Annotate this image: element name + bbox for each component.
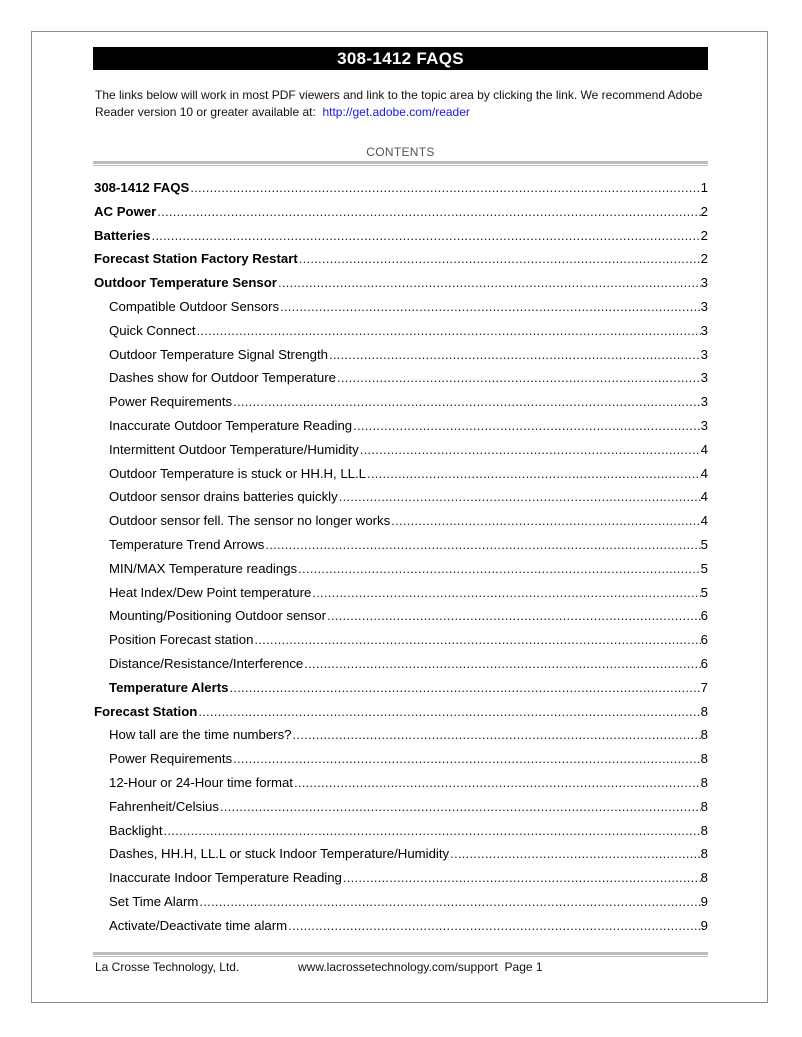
toc-entry[interactable] <box>94 224 708 248</box>
contents-heading: CONTENTS <box>366 145 435 159</box>
toc-entry-title: Quick Connect <box>109 322 196 338</box>
toc-entry[interactable] <box>94 509 708 533</box>
toc-entry-title: Inaccurate Indoor Temperature Reading <box>109 870 342 886</box>
dot-leader <box>219 795 701 819</box>
toc-entry-title: Outdoor Temperature Sensor <box>94 275 277 291</box>
toc-entry-page-number: 1 <box>700 180 708 195</box>
dot-leader <box>156 200 700 224</box>
dot-leader <box>303 652 700 676</box>
adobe-reader-link[interactable]: http://get.adobe.com/reader <box>322 105 470 119</box>
toc-entry[interactable] <box>94 890 708 914</box>
dot-leader <box>150 224 700 248</box>
toc-entry-page-number: 3 <box>700 370 708 386</box>
toc-entry-title: Power Requirements <box>109 394 233 410</box>
dot-leader <box>352 414 701 438</box>
toc-entry-title: Dashes show for Outdoor Temperature <box>109 370 336 386</box>
dot-leader <box>264 533 700 557</box>
toc-entry-page-number: 6 <box>700 655 708 671</box>
toc-entry-page-number: 7 <box>700 679 708 695</box>
dot-leader <box>277 271 701 295</box>
dot-leader <box>196 319 701 343</box>
table-of-contents <box>94 176 708 938</box>
toc-entry[interactable] <box>94 557 708 581</box>
toc-entry-title: Outdoor Temperature is stuck or HH.H, LL.L <box>109 465 367 481</box>
toc-entry[interactable] <box>94 319 708 343</box>
toc-entry-page-number: 6 <box>700 632 708 648</box>
toc-entry-page-number: 8 <box>700 822 708 838</box>
dot-leader <box>198 890 700 914</box>
dot-leader <box>338 485 701 509</box>
toc-entry-page-number: 3 <box>700 275 708 291</box>
dot-leader <box>293 771 701 795</box>
toc-entry[interactable] <box>94 462 708 486</box>
toc-entry[interactable] <box>94 700 708 724</box>
dot-leader <box>449 842 701 866</box>
toc-entry[interactable] <box>94 723 708 747</box>
dot-leader <box>342 866 701 890</box>
toc-entry-title: Intermittent Outdoor Temperature/Humidity <box>109 441 359 457</box>
toc-entry[interactable] <box>94 176 708 200</box>
toc-entry-title: AC Power <box>94 203 157 219</box>
toc-entry-title: Outdoor sensor drains batteries quickly <box>109 489 338 505</box>
toc-entry[interactable] <box>94 842 708 866</box>
toc-entry[interactable] <box>94 295 708 319</box>
toc-entry[interactable] <box>94 604 708 628</box>
toc-entry-page-number: 3 <box>700 394 708 410</box>
toc-entry-page-number: 8 <box>700 703 708 719</box>
toc-entry-page-number: 8 <box>700 774 708 790</box>
toc-entry-title: Backlight <box>109 822 163 838</box>
toc-entry-page-number: 3 <box>700 298 708 314</box>
toc-entry[interactable] <box>94 771 708 795</box>
toc-entry-page-number: 4 <box>700 441 708 457</box>
toc-entry-title: Outdoor Temperature Signal Strength <box>109 346 328 362</box>
toc-entry-title: Batteries <box>94 227 151 243</box>
toc-entry-page-number: 9 <box>700 917 708 933</box>
dot-leader <box>390 509 700 533</box>
intro-text: The links below will work in most PDF viewers and link to the topic area by clicking the link. We recommend Adobe Reader version 10 or greater available at: <box>95 88 703 119</box>
footer-url[interactable]: www.lacrossetechnology.com/support <box>298 960 498 974</box>
toc-entry-title: 12-Hour or 24-Hour time format <box>109 774 293 790</box>
toc-entry[interactable] <box>94 390 708 414</box>
toc-entry[interactable] <box>94 343 708 367</box>
toc-entry-page-number: 8 <box>700 727 708 743</box>
toc-entry-page-number: 4 <box>700 489 708 505</box>
dot-leader <box>366 462 701 486</box>
dot-leader <box>326 604 701 628</box>
page-footer <box>95 960 543 974</box>
toc-entry[interactable] <box>94 200 708 224</box>
toc-entry-page-number: 3 <box>700 346 708 362</box>
toc-entry[interactable] <box>94 271 708 295</box>
toc-entry-page-number: 4 <box>700 513 708 529</box>
dot-leader <box>228 676 700 700</box>
toc-entry-title: Distance/Resistance/Interference <box>109 655 304 671</box>
toc-entry[interactable] <box>94 581 708 605</box>
toc-entry[interactable] <box>94 914 708 938</box>
footer-company: La Crosse Technology, Ltd. <box>95 960 240 974</box>
toc-entry-title: Outdoor sensor fell. The sensor no longer works <box>109 513 391 529</box>
toc-entry-page-number: 6 <box>700 608 708 624</box>
toc-entry-title: Compatible Outdoor Sensors <box>109 298 280 314</box>
dot-leader <box>232 390 701 414</box>
dot-leader <box>298 247 701 271</box>
toc-entry-title: Set Time Alarm <box>109 893 199 909</box>
toc-entry-title: Dashes, HH.H, LL.L or stuck Indoor Temperature/Humidity <box>109 846 450 862</box>
toc-entry-title: Temperature Alerts <box>109 679 229 695</box>
toc-entry-title: Fahrenheit/Celsius <box>109 798 219 814</box>
toc-entry[interactable] <box>94 366 708 390</box>
toc-entry-page-number: 3 <box>700 417 708 433</box>
toc-entry-title: 308-1412 FAQS <box>94 180 190 195</box>
toc-entry[interactable] <box>94 652 708 676</box>
dot-leader <box>189 176 700 200</box>
toc-entry[interactable] <box>94 795 708 819</box>
toc-entry-title: Activate/Deactivate time alarm <box>109 917 288 933</box>
toc-entry[interactable] <box>94 628 708 652</box>
footer-page-label: Page 1 <box>504 960 543 974</box>
footer-divider <box>93 952 708 957</box>
toc-entry[interactable] <box>94 819 708 843</box>
toc-entry[interactable] <box>94 533 708 557</box>
toc-entry-page-number: 5 <box>700 536 708 552</box>
toc-entry-title: How tall are the time numbers? <box>109 727 292 743</box>
toc-entry-title: Temperature Trend Arrows <box>109 536 265 552</box>
toc-entry-title: MIN/MAX Temperature readings <box>109 560 298 576</box>
contents-divider-top <box>93 161 708 166</box>
toc-entry-page-number: 4 <box>700 465 708 481</box>
toc-entry-page-number: 8 <box>700 846 708 862</box>
dot-leader <box>311 581 700 605</box>
dot-leader <box>279 295 701 319</box>
toc-entry-page-number: 2 <box>700 203 708 219</box>
dot-leader <box>292 723 701 747</box>
toc-entry-page-number: 8 <box>700 751 708 767</box>
toc-entry[interactable] <box>94 866 708 890</box>
dot-leader <box>232 747 701 771</box>
toc-entry-page-number: 2 <box>700 251 708 267</box>
dot-leader <box>359 438 701 462</box>
toc-entry[interactable] <box>94 414 708 438</box>
toc-entry-page-number: 8 <box>700 870 708 886</box>
toc-entry[interactable] <box>94 438 708 462</box>
toc-entry-title: Forecast Station <box>94 703 198 719</box>
toc-entry-title: Mounting/Positioning Outdoor sensor <box>109 608 326 624</box>
dot-leader <box>197 700 700 724</box>
toc-entry[interactable] <box>94 747 708 771</box>
dot-leader <box>287 914 701 938</box>
dot-leader <box>328 343 701 367</box>
dot-leader <box>336 366 701 390</box>
dot-leader <box>253 628 700 652</box>
toc-entry-title: Forecast Station Factory Restart <box>94 251 298 267</box>
toc-entry-page-number: 8 <box>700 798 708 814</box>
toc-entry-title: Inaccurate Outdoor Temperature Reading <box>109 417 353 433</box>
toc-entry[interactable] <box>94 485 708 509</box>
toc-entry-page-number: 5 <box>700 584 708 600</box>
dot-leader <box>297 557 701 581</box>
toc-entry-title: Power Requirements <box>109 751 233 767</box>
toc-entry-page-number: 9 <box>700 893 708 909</box>
toc-entry-page-number: 2 <box>700 227 708 243</box>
toc-entry-page-number: 5 <box>700 560 708 576</box>
dot-leader <box>163 819 701 843</box>
document-title: 308-1412 FAQS <box>93 47 708 70</box>
toc-entry[interactable] <box>94 676 708 700</box>
toc-entry-page-number: 3 <box>700 322 708 338</box>
intro-paragraph <box>95 87 705 121</box>
toc-entry-title: Position Forecast station <box>109 632 254 648</box>
toc-entry[interactable] <box>94 247 708 271</box>
toc-entry-title: Heat Index/Dew Point temperature <box>109 584 312 600</box>
